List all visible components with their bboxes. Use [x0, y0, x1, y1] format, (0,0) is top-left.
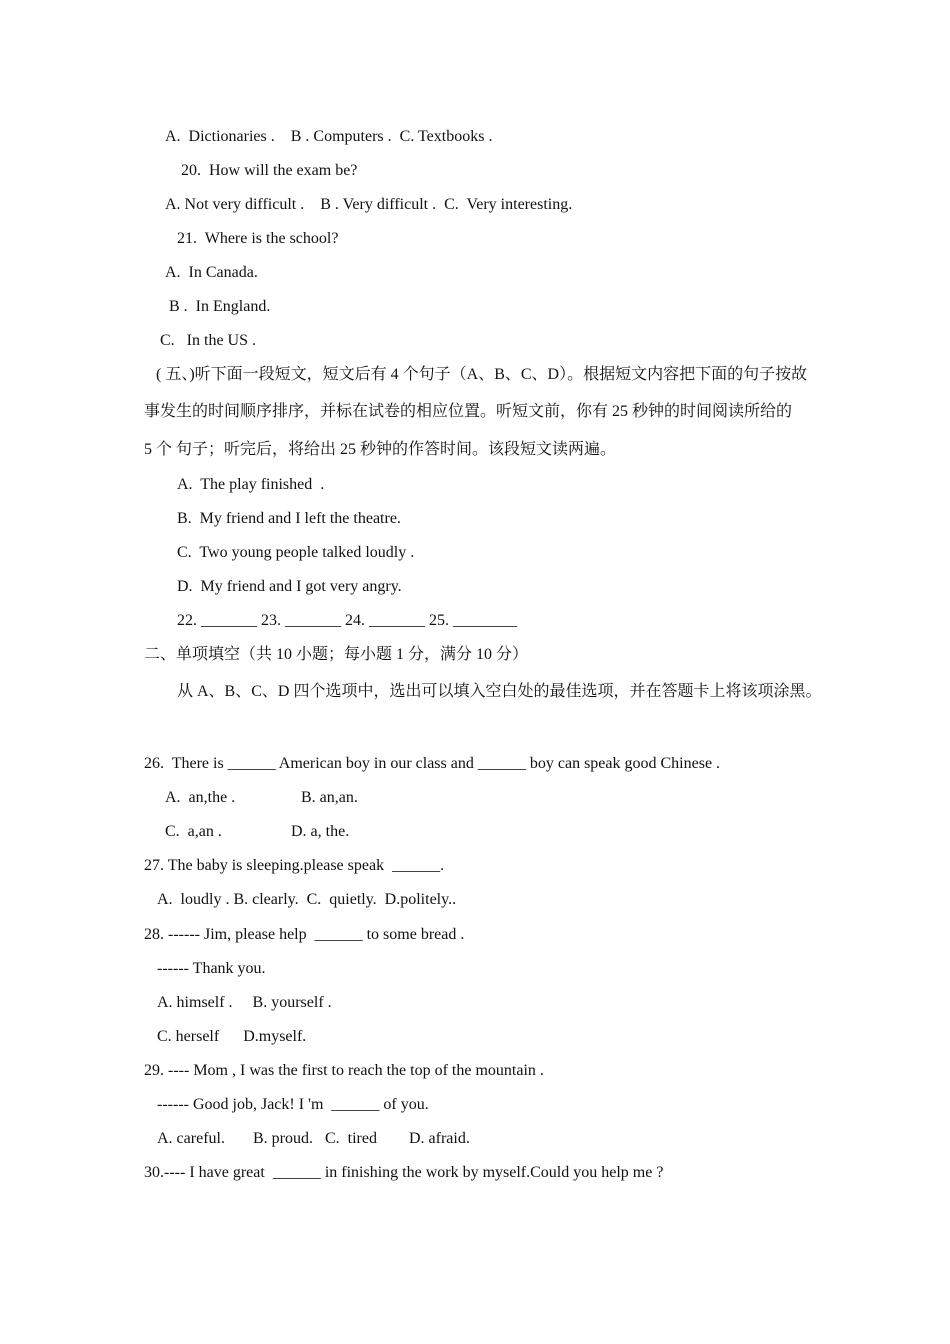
q28-question: 28. ------ Jim, please help ______ to some bread . [144, 926, 465, 943]
q28-options-cd: C. herself D.myself. [157, 1028, 307, 1045]
q27-options: A. loudly . B. clearly. C. quietly. D.politely.. [157, 891, 457, 908]
section-5-instruction-line-3: 5 个 句子；听完后，将给出 25 秒钟的作答时间。该段短文读两遍。 [144, 441, 617, 458]
q28-options-ab: A. himself . B. yourself . [157, 994, 332, 1011]
q20-question: 20. How will the exam be? [181, 162, 358, 179]
q28-response: ------ Thank you. [157, 960, 266, 977]
sentence-d: D. My friend and I got very angry. [177, 578, 402, 595]
q29-response: ------ Good job, Jack! I 'm ______ of you. [157, 1096, 429, 1113]
q26-option-c: C. a,an . [165, 823, 222, 840]
sentence-b: B. My friend and I left the theatre. [177, 510, 401, 527]
q26-question: 26. There is ______ American boy in our class and ______ boy can speak good Chinese . [144, 755, 721, 772]
q21-question: 21. Where is the school? [177, 230, 339, 247]
q19-options: A. Dictionaries . B . Computers . C. Textbooks . [165, 128, 493, 145]
q27-question: 27. The baby is sleeping.please speak ______. [144, 857, 445, 874]
q26-option-b: B. an,an. [301, 789, 358, 806]
q21-option-c: C. In the US . [160, 332, 256, 349]
q20-options: A. Not very difficult . B . Very difficult . C. Very interesting. [165, 196, 573, 213]
section-5-instruction-line-1: ( 五、)听下面一段短文，短文后有 4 个句子（A、B、C、D）。根据短文内容把下面的句子按故 [156, 366, 808, 383]
section-2-heading: 二、单项填空（共 10 小题；每小题 1 分，满分 10 分） [144, 646, 529, 663]
section-5-instruction-line-2: 事发生的时间顺序排序，并标在试卷的相应位置。听短文前，你有 25 秒钟的时间阅读所给的 [144, 403, 793, 420]
q26-option-d: D. a, the. [291, 823, 350, 840]
sentence-a: A. The play finished . [177, 476, 325, 493]
section-2-instruction: 从 A、B、C、D 四个选项中，选出可以填入空白处的最佳选项，并在答题卡上将该项涂黑。 [177, 683, 822, 700]
answer-blanks-22-25: 22. _______ 23. _______ 24. _______ 25. ________ [177, 612, 517, 629]
q21-option-b: B . In England. [169, 298, 271, 315]
q29-options: A. careful. B. proud. C. tired D. afraid. [157, 1130, 470, 1147]
q30-question: 30.---- I have great ______ in finishing the work by myself.Could you help me ? [144, 1164, 664, 1181]
sentence-c: C. Two young people talked loudly . [177, 544, 415, 561]
q21-option-a: A. In Canada. [165, 264, 258, 281]
q29-question: 29. ---- Mom , I was the first to reach the top of the mountain . [144, 1062, 544, 1079]
q26-option-a: A. an,the . [165, 789, 236, 806]
